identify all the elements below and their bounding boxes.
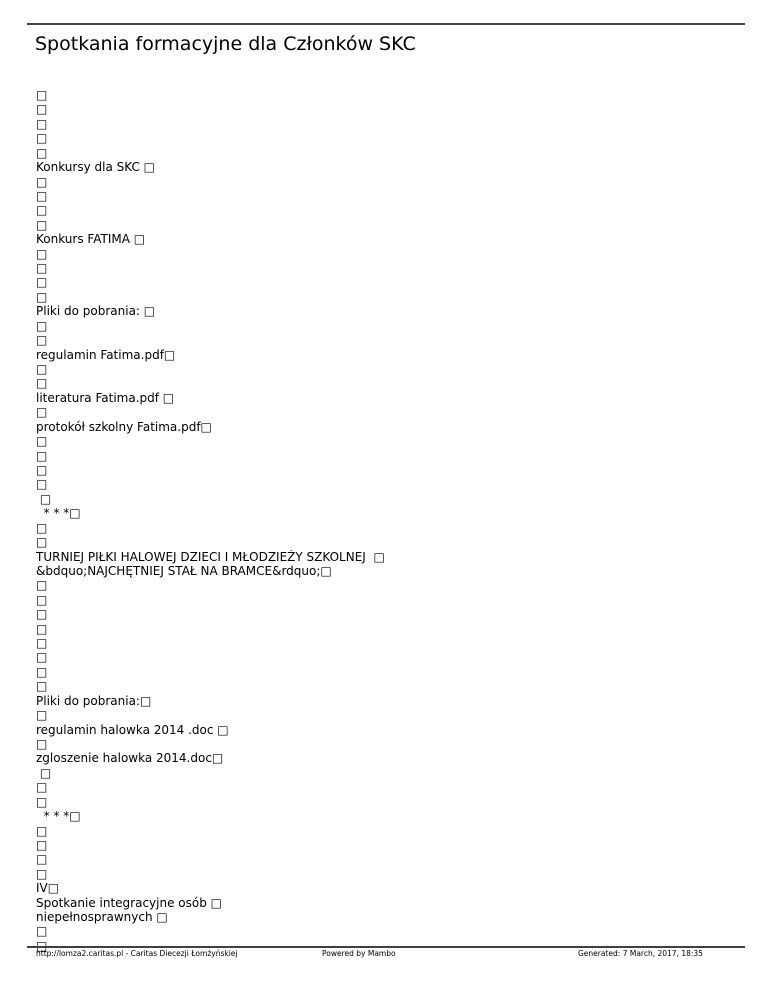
text-line: □ <box>36 188 48 203</box>
page-title: Spotkania formacyjne dla Członków SKC <box>35 33 416 55</box>
footer-powered-by: Powered by Mambo <box>322 949 396 958</box>
text-line: □ <box>36 780 48 795</box>
text-line: * * *□ <box>36 506 81 521</box>
text-line: □ <box>36 174 48 189</box>
text-line: □ <box>36 362 48 377</box>
text-line: □ <box>36 736 48 751</box>
text-line: □ <box>36 823 48 838</box>
footer-site-link: http://lomza2.caritas.pl - Caritas Diecezji Łomżyńskiej <box>36 949 238 958</box>
text-line: □ <box>36 462 48 477</box>
text-line: □ <box>36 679 48 694</box>
text-line: □ <box>36 592 48 607</box>
top-rule <box>27 23 745 25</box>
text-line: □ <box>36 203 48 218</box>
text-line: □ <box>36 866 48 881</box>
text-line: Pliki do pobrania: □ <box>36 304 156 319</box>
text-line: □ <box>36 246 48 261</box>
text-line: □ <box>36 289 48 304</box>
text-line: □ <box>36 938 48 953</box>
text-line: □ <box>36 376 48 391</box>
text-line: □ <box>36 535 48 550</box>
text-line: regulamin Fatima.pdf□ <box>36 347 176 362</box>
text-line: □ <box>36 102 48 117</box>
text-line: □ <box>36 491 52 506</box>
text-line: □ <box>36 477 48 492</box>
text-line: □ <box>36 131 48 146</box>
text-line: □ <box>36 794 48 809</box>
text-line: □ <box>36 145 48 160</box>
text-line: □ <box>36 275 48 290</box>
text-line: &bdquo;NAJCHĘTNIEJ STAŁ NA BRAMCE&rdquo;□ <box>36 563 332 578</box>
text-line: □ <box>36 88 48 102</box>
text-line: □ <box>36 217 48 232</box>
text-line: □ <box>36 837 48 852</box>
text-line: □ <box>36 607 48 622</box>
text-line: Pliki do pobrania:□ <box>36 693 152 708</box>
text-line: □ <box>36 852 48 867</box>
text-line: □ <box>36 578 48 593</box>
text-line: literatura Fatima.pdf □ <box>36 390 175 405</box>
article-body <box>36 88 736 953</box>
text-line: regulamin halowka 2014 .doc □ <box>36 722 229 737</box>
text-line: zgloszenie halowka 2014.doc□ <box>36 751 224 766</box>
text-line: □ <box>36 434 48 449</box>
text-line: □ <box>36 333 48 348</box>
text-line: Konkurs FATIMA □ <box>36 232 146 247</box>
text-line: * * *□ <box>36 809 81 824</box>
text-line: IV□ <box>36 881 60 896</box>
text-line: □ <box>36 765 52 780</box>
text-line: □ <box>36 664 48 679</box>
text-line: □ <box>36 621 48 636</box>
text-line: Konkursy dla SKC □ <box>36 160 155 175</box>
text-line: □ <box>36 318 48 333</box>
text-line: □ <box>36 261 48 276</box>
text-line: □ <box>36 405 48 420</box>
text-line: niepełnosprawnych □ <box>36 910 168 925</box>
text-line: □ <box>36 520 48 535</box>
text-line: protokół szkolny Fatima.pdf□ <box>36 419 212 434</box>
footer-generated-date: Generated: 7 March, 2017, 18:35 <box>578 949 703 958</box>
text-line: □ <box>36 708 48 723</box>
text-line: Spotkanie integracyjne osób □ <box>36 895 222 910</box>
text-line: □ <box>36 448 48 463</box>
bottom-rule <box>27 946 745 948</box>
text-line: □ <box>36 636 48 651</box>
text-line: □ <box>36 924 48 939</box>
text-line: □ <box>36 650 48 665</box>
text-line: □ <box>36 116 48 131</box>
text-line: TURNIEJ PIŁKI HALOWEJ DZIECI I MŁODZIEŻY SZKOLNEJ □ <box>36 549 385 564</box>
